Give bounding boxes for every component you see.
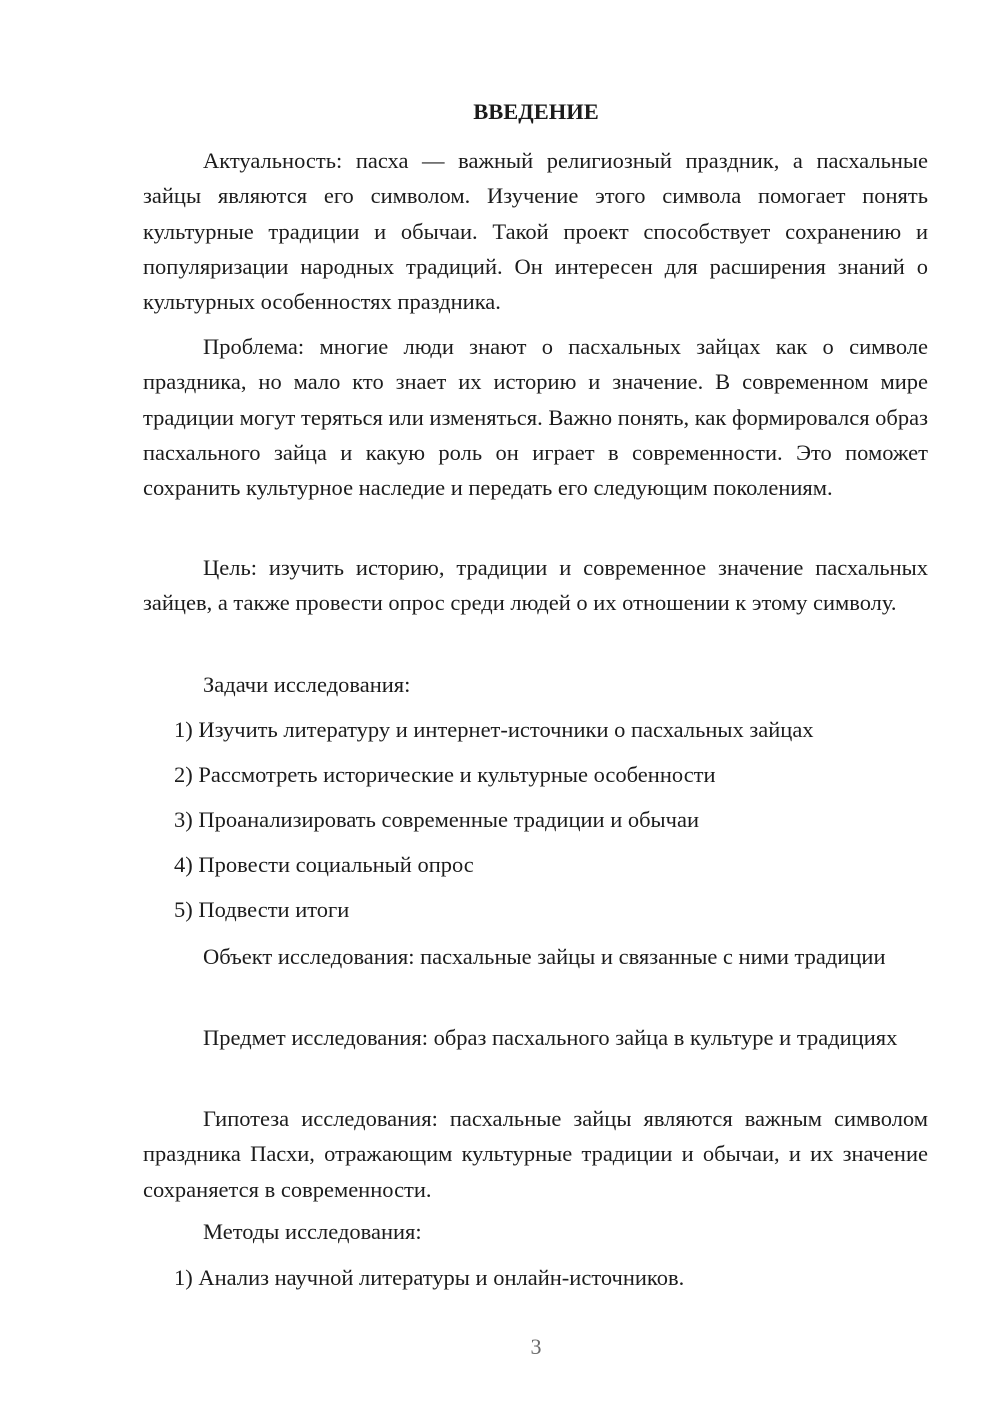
paragraph-relevance: Актуальность: пасха — важный религиозный праздник, а пасхальные зайцы являются его символом. Изучение этого символа помогает понять культурные традиции и обычаи. Такой проект способствует сохранению и популяризации народных традиций. Он интересен для расширения знаний о культурных особенностях праздника. bbox=[143, 148, 928, 315]
tasks-heading: Задачи исследования: bbox=[203, 672, 411, 697]
paragraph-subject: Предмет исследования: образ пасхального зайца в культуре и традициях bbox=[203, 1025, 898, 1050]
page-title: ВВЕДЕНИЕ bbox=[473, 99, 599, 124]
list-item-task-3: 3) Проанализировать современные традиции и обычаи bbox=[174, 807, 700, 832]
list-item-task-1: 1) Изучить литературу и интернет-источники о пасхальных зайцах bbox=[174, 717, 814, 742]
list-item-task-2: 2) Рассмотреть исторические и культурные особенности bbox=[174, 762, 716, 787]
paragraph-problem: Проблема: многие люди знают о пасхальных зайцах как о символе праздника, но мало кто знает их историю и значение. В современном мире традиции могут теряться или изменяться. Важно понять, как формировался образ пасхального зайца и какую роль он играет в современности. Это поможет сохранить культурное наследие и передать его следующим поколениям. bbox=[143, 334, 928, 501]
page-number: 3 bbox=[530, 1334, 542, 1359]
list-item-method-1: 1) Анализ научной литературы и онлайн-источников. bbox=[174, 1265, 685, 1290]
paragraph-hypothesis: Гипотеза исследования: пасхальные зайцы являются важным символом праздника Пасхи, отражающим культурные традиции и обычаи, и их значение сохраняется в современности. bbox=[143, 1106, 928, 1202]
list-item-task-5: 5) Подвести итоги bbox=[174, 897, 350, 922]
list-item-task-4: 4) Провести социальный опрос bbox=[174, 852, 474, 877]
methods-heading: Методы исследования: bbox=[203, 1219, 422, 1244]
paragraph-goal: Цель: изучить историю, традиции и современное значение пасхальных зайцев, а также провести опрос среди людей о их отношении к этому символу. bbox=[143, 555, 928, 616]
paragraph-object: Объект исследования: пасхальные зайцы и связанные с ними традиции bbox=[203, 944, 886, 969]
